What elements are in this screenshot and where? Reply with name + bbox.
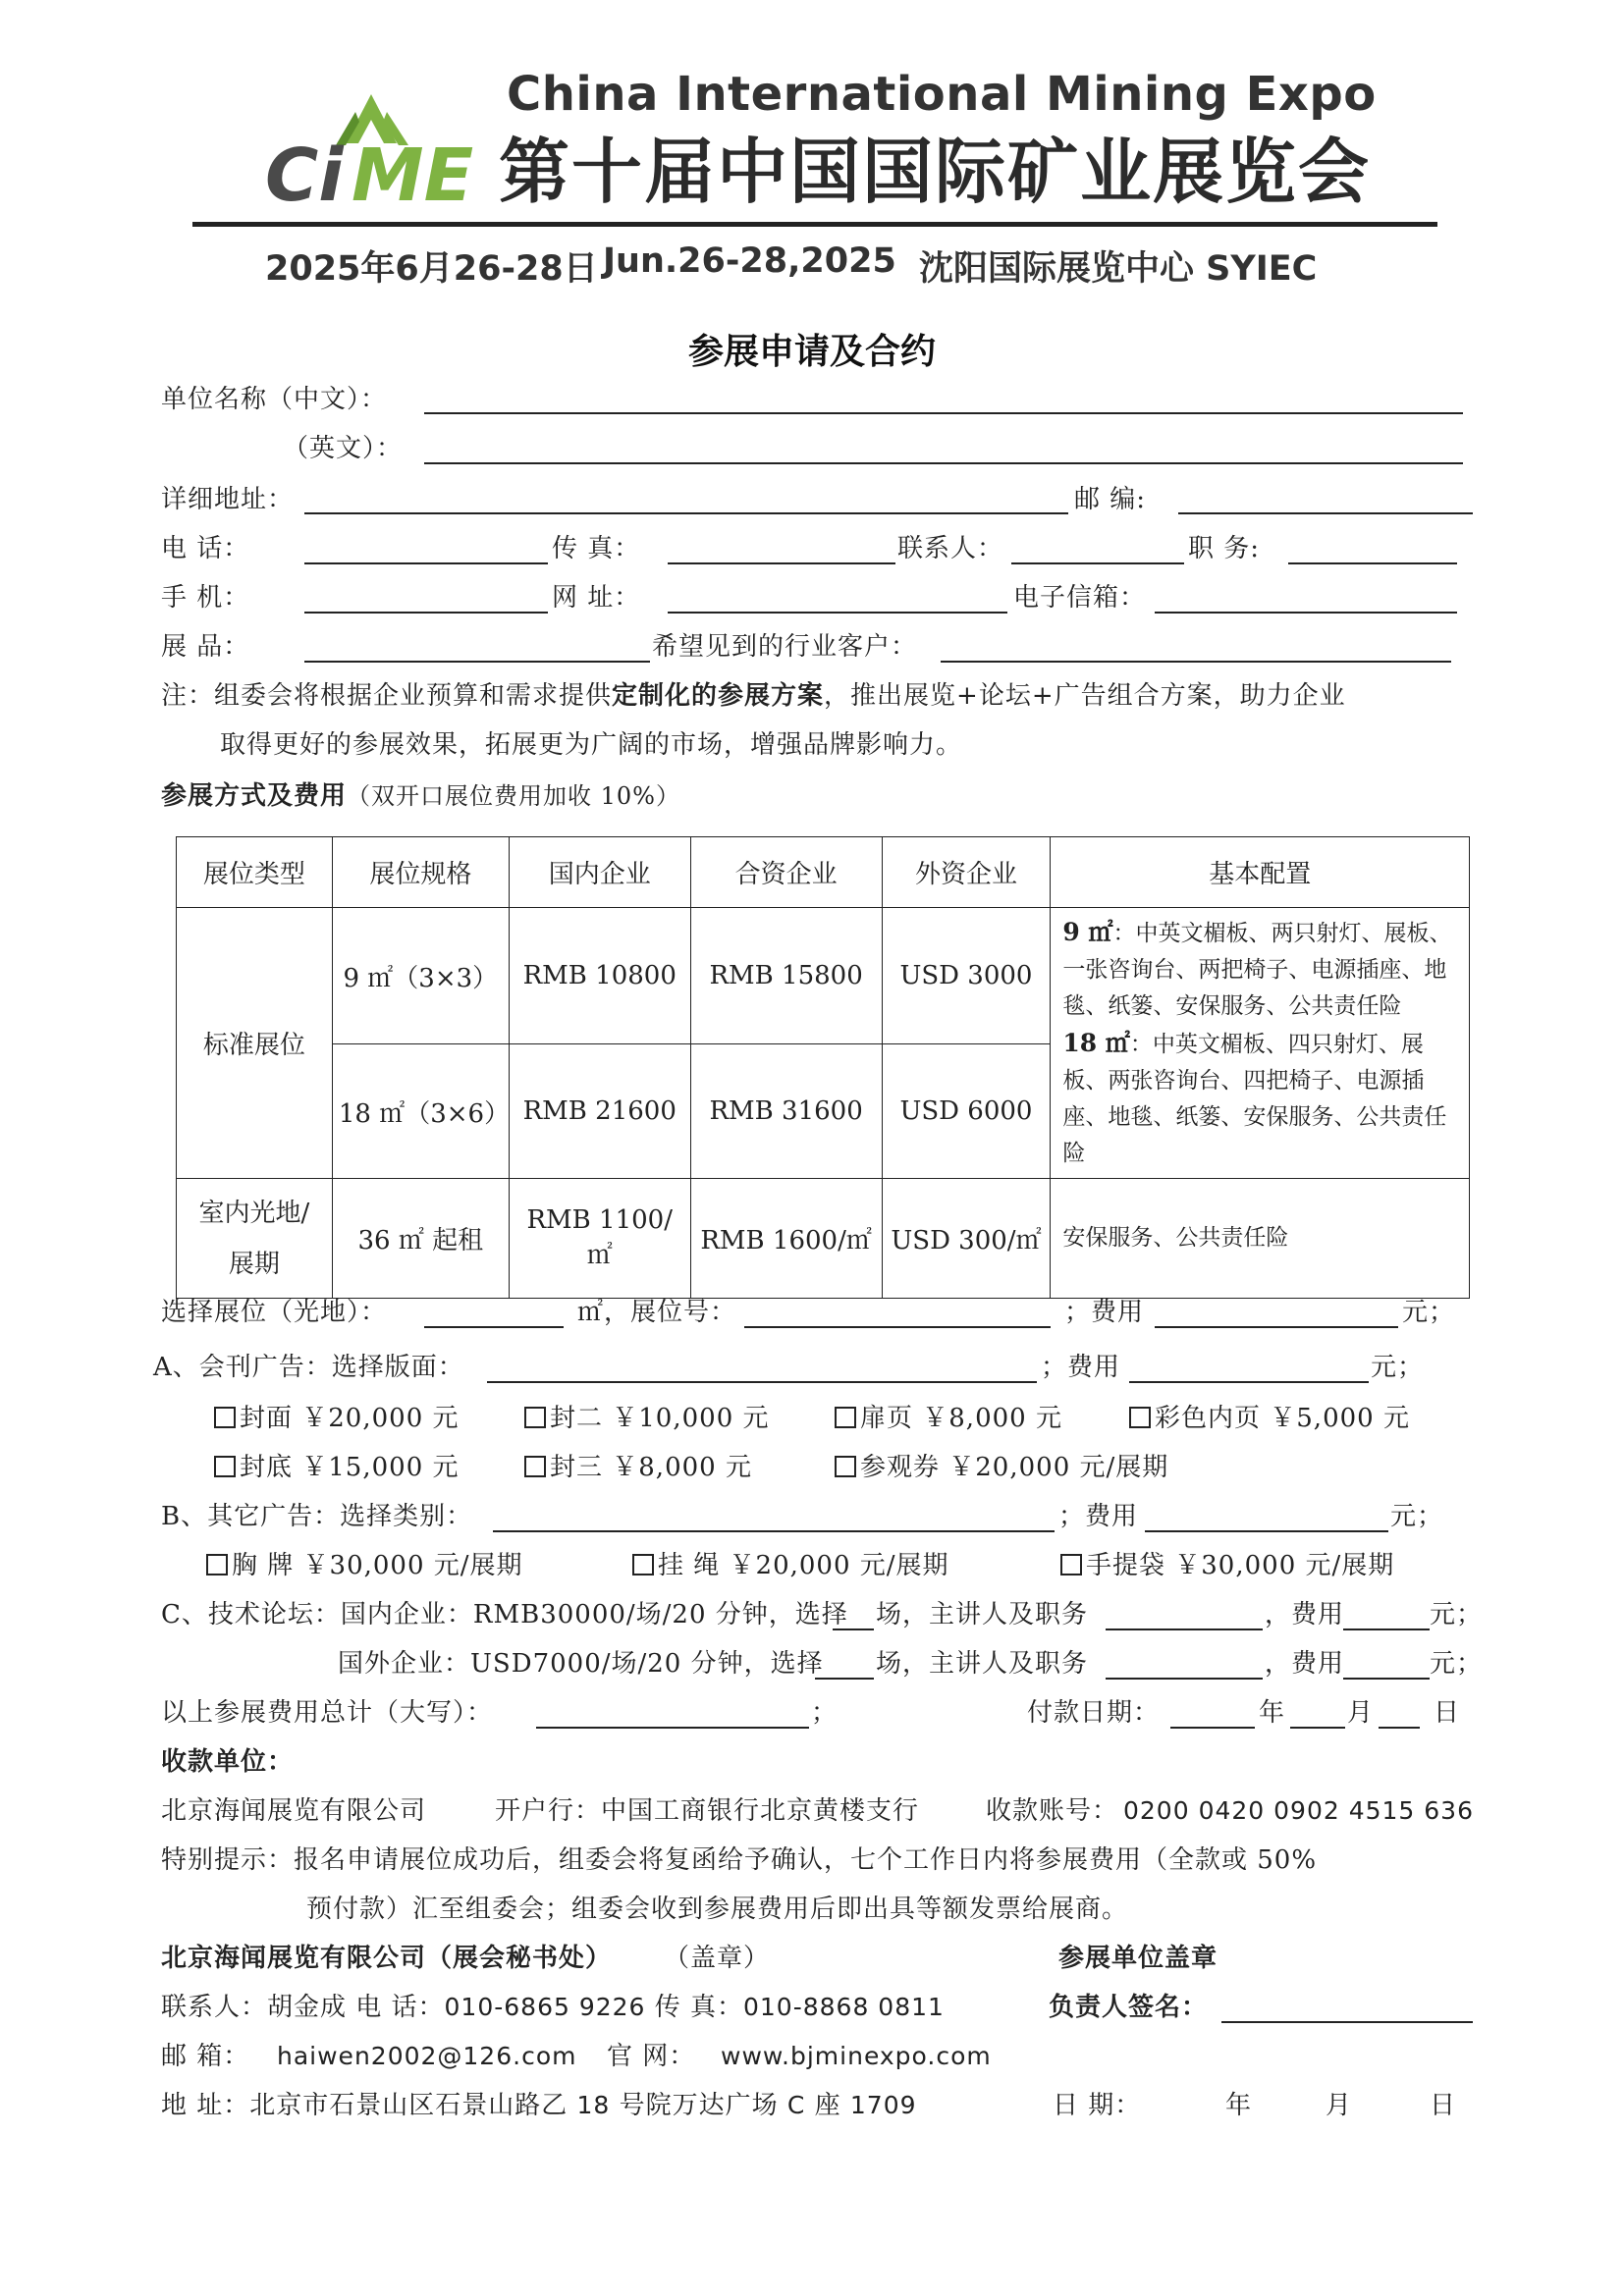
spec-cell: 9 ㎡（3×3） xyxy=(332,908,509,1044)
checkbox-icon[interactable] xyxy=(214,1456,236,1477)
payee-account: 0200 0420 0902 4515 636 xyxy=(1123,1796,1474,1825)
spec-cell: 18 ㎡（3×6） xyxy=(332,1044,509,1179)
ad-b-category-field[interactable] xyxy=(493,1530,1055,1532)
form-title: 参展申请及合约 xyxy=(687,331,936,372)
config-18-text: ：中英文楣板、四只射灯、展板、两张咨询台、四把椅子、电源插座、地毯、纸篓、安保服务、公共责任险 xyxy=(1062,1032,1447,1166)
option-label: 封面 ￥20,000 元 xyxy=(240,1404,460,1433)
company-cn-label: 单位名称（中文）： xyxy=(161,385,388,414)
footer-address-c: C xyxy=(786,2091,806,2119)
note-suffix: ，推出展览+论坛+广告组合方案，助力企业 xyxy=(824,681,1346,711)
customers-label: 希望见到的行业客户： xyxy=(652,632,918,662)
footer-fax-label: 传 真： xyxy=(645,1993,743,2022)
postcode-label: 邮 编: xyxy=(1074,485,1147,514)
domestic-price: RMB 1100/㎡ xyxy=(509,1179,690,1299)
foreign-price: USD 6000 xyxy=(882,1044,1051,1179)
checkbox-icon[interactable] xyxy=(206,1554,228,1575)
booth-number-field[interactable] xyxy=(744,1326,1051,1328)
footer-email[interactable]: haiwen2002@126.com xyxy=(277,2042,577,2070)
foreign-price: USD 300/㎡ xyxy=(882,1179,1051,1299)
fee-table-header-row xyxy=(177,837,1470,908)
forum-foreign-yuan: 元； xyxy=(1430,1649,1484,1679)
ad-option-badge[interactable] xyxy=(206,1549,523,1582)
header-joint-venture: 合资企业 xyxy=(690,837,882,908)
payee-bank: 开户行：中国工商银行北京黄楼支行 xyxy=(495,1796,920,1826)
pay-year-label: 年 xyxy=(1259,1698,1286,1728)
phone-label: 电 话： xyxy=(161,534,250,563)
domestic-price: RMB 21600 xyxy=(509,1044,690,1179)
pay-day-field[interactable] xyxy=(1379,1727,1420,1729)
forum-domestic-fee-field[interactable] xyxy=(1343,1629,1430,1630)
footer-fax: 010-8868 0811 xyxy=(743,1993,945,2021)
header-basic-config: 基本配置 xyxy=(1051,837,1470,908)
pay-month-field[interactable] xyxy=(1290,1727,1345,1729)
header-booth-spec: 展位规格 xyxy=(332,837,509,908)
footer-date-day: 日 xyxy=(1430,2091,1457,2120)
config-9-text: ：中英文楣板、两只射灯、展板、一张咨询台、两把椅子、电源插座、地毯、纸篓、安保服务、公共责任险 xyxy=(1062,921,1452,1019)
total-field[interactable] xyxy=(536,1727,809,1729)
forum-foreign-fee-label: ，费用 xyxy=(1265,1649,1345,1679)
booth-fee-field[interactable] xyxy=(1155,1326,1398,1328)
contact-field[interactable] xyxy=(1011,562,1184,564)
checkbox-icon[interactable] xyxy=(524,1456,546,1477)
checkbox-icon[interactable] xyxy=(835,1407,856,1428)
email-label: 电子信箱： xyxy=(1013,583,1147,613)
payee-company: 北京海闻展览有限公司 xyxy=(161,1796,427,1826)
note-bold: 定制化的参展方案 xyxy=(612,681,825,711)
customers-field[interactable] xyxy=(941,661,1451,663)
position-field[interactable] xyxy=(1288,562,1457,564)
mobile-field[interactable] xyxy=(304,612,548,614)
option-label: 封底 ￥15,000 元 xyxy=(240,1453,460,1482)
ad-a-fee-label: ；费用 xyxy=(1041,1353,1121,1382)
footer-site-label: 官 网： xyxy=(607,2042,696,2071)
checkbox-icon[interactable] xyxy=(214,1407,236,1428)
position-label: 职 务: xyxy=(1188,534,1261,563)
footer-address-room: 1709 xyxy=(849,2091,917,2119)
footer-address-label: 地 址：北京市石景山区石景山路乙 xyxy=(161,2091,568,2120)
checkbox-icon[interactable] xyxy=(632,1554,654,1575)
fees-heading-note: （双开口展位费用加收 10%） xyxy=(347,782,680,810)
foreign-price: USD 3000 xyxy=(882,908,1051,1044)
booth-area-field[interactable] xyxy=(424,1326,564,1328)
forum-domestic-yuan: 元； xyxy=(1430,1600,1484,1629)
config-18-label: 18 ㎡ xyxy=(1062,1029,1130,1057)
pay-year-field[interactable] xyxy=(1170,1727,1255,1729)
email-field[interactable] xyxy=(1155,612,1457,614)
domestic-price: RMB 10800 xyxy=(509,908,690,1044)
ad-b-fee-label: ；费用 xyxy=(1058,1502,1139,1531)
expo-dates-cn: 2025年6月26-28日 xyxy=(265,249,598,289)
phone-field[interactable] xyxy=(304,562,548,564)
ad-a-label: A、会刊广告：选择版面： xyxy=(153,1353,464,1382)
total-label: 以上参展费用总计（大写）： xyxy=(161,1698,494,1728)
payee-account-label: 收款账号： xyxy=(986,1796,1119,1826)
booth-fee-label: ；费用 xyxy=(1064,1298,1145,1327)
footer-email-label: 邮 箱： xyxy=(161,2042,250,2071)
standard-booth-type: 标准展位 xyxy=(177,908,333,1179)
raw-space-type xyxy=(177,1179,333,1299)
exhibits-field[interactable] xyxy=(304,661,650,663)
footer-address-rest: 号院万达广场 xyxy=(619,2091,779,2120)
ad-b-label: B、其它广告：选择类别： xyxy=(161,1502,473,1531)
footer-phone: 010-6865 9226 xyxy=(444,1993,646,2021)
fax-label: 传 真： xyxy=(552,534,641,563)
notice-line-1: 特别提示：报名申请展位成功后，组委会将复函给予确认，七个工作日内将参展费用（全款或 50% xyxy=(161,1845,1318,1875)
footer-address-seat: 座 xyxy=(814,2091,841,2120)
exhibits-label: 展 品： xyxy=(161,632,250,662)
option-label: 参观券 ￥20,000 元/展期 xyxy=(860,1453,1169,1482)
forum-foreign-label: 国外企业：USD7000/场/20 分钟，选择 xyxy=(338,1649,824,1679)
footer-site[interactable]: www.bjminexpo.com xyxy=(721,2042,992,2070)
forum-foreign-speaker-label: 场，主讲人及职务 xyxy=(876,1649,1089,1679)
signature-label: 负责人签名： xyxy=(1049,1993,1209,2022)
mobile-label: 手 机： xyxy=(161,583,250,613)
ad-option-title-page[interactable] xyxy=(835,1402,1062,1435)
option-label: 挂 绳 ￥20,000 元/展期 xyxy=(658,1551,949,1580)
note-prefix: 注：组委会将根据企业预算和需求提供 xyxy=(161,681,613,711)
expo-english-name: China International Mining Expo xyxy=(507,67,1377,122)
contact-label: 联系人： xyxy=(897,534,1004,563)
fax-field[interactable] xyxy=(668,562,895,564)
exhibitor-seal: 参展单位盖章 xyxy=(1058,1944,1218,1973)
booth-select-label: 选择展位（光地）： xyxy=(161,1298,388,1327)
spec-cell: 36 ㎡ 起租 xyxy=(332,1179,509,1299)
ad-option-back-cover[interactable] xyxy=(214,1451,460,1484)
fees-heading-line xyxy=(161,779,680,813)
payee-heading: 收款单位： xyxy=(161,1747,295,1777)
booth-unit-label: ㎡，展位号： xyxy=(577,1298,737,1327)
ad-option-bag[interactable] xyxy=(1060,1549,1394,1582)
forum-domestic-speaker-field[interactable] xyxy=(1106,1629,1263,1630)
forum-c-label: C、技术论坛：国内企业：RMB30000/场/20 分钟，选择 xyxy=(161,1600,848,1629)
checkbox-icon[interactable] xyxy=(1060,1554,1082,1575)
footer-address-num: 18 xyxy=(576,2091,611,2119)
ad-option-ticket[interactable] xyxy=(835,1451,1168,1484)
footer-contact: 联系人：胡金成 电 话： xyxy=(161,1993,445,2022)
address-field[interactable] xyxy=(304,512,1068,514)
address-label: 详细地址： xyxy=(161,485,295,514)
checkbox-icon[interactable] xyxy=(1129,1407,1151,1428)
note-line-2: 取得更好的参展效果，拓展更为广阔的市场，增强品牌影响力。 xyxy=(220,730,963,760)
header-divider xyxy=(192,222,1437,227)
checkbox-icon[interactable] xyxy=(524,1407,546,1428)
company-en-field[interactable] xyxy=(424,462,1463,464)
forum-domestic-speaker-label: 场，主讲人及职务 xyxy=(876,1600,1089,1629)
jv-price: RMB 15800 xyxy=(690,908,882,1044)
ad-option-inside-cover[interactable] xyxy=(524,1402,770,1435)
website-label: 网 址： xyxy=(552,583,641,613)
ad-a-layout-field[interactable] xyxy=(487,1381,1037,1383)
footer-contact-line xyxy=(161,1991,945,2024)
footer-address-line xyxy=(161,2089,917,2122)
notice-line-2: 预付款）汇至组委会；组委会收到参展费用后即出具等额发票给展商。 xyxy=(306,1895,1129,1924)
footer-date-month: 月 xyxy=(1326,2091,1353,2120)
option-label: 彩色内页 ￥5,000 元 xyxy=(1155,1404,1410,1433)
total-end: ； xyxy=(811,1698,839,1728)
pay-day-label: 日 xyxy=(1434,1698,1461,1728)
organizer-name: 北京海闻展览有限公司（展会秘书处） xyxy=(161,1944,613,1973)
forum-domestic-sessions-field[interactable] xyxy=(833,1629,874,1630)
standard-config xyxy=(1051,908,1470,1179)
footer-date-label: 日 期： xyxy=(1053,2091,1142,2120)
ad-b-fee-field[interactable] xyxy=(1145,1530,1388,1532)
config-9-label: 9 ㎡ xyxy=(1062,918,1113,946)
note-line-1 xyxy=(161,679,1346,713)
raw-type-line-1: 室内光地/ xyxy=(198,1198,310,1228)
option-label: 胸 牌 ￥30,000 元/展期 xyxy=(232,1551,523,1580)
ad-a-yuan: 元； xyxy=(1371,1353,1425,1382)
header-domestic: 国内企业 xyxy=(509,837,690,908)
expo-chinese-name: 第十届中国国际矿业展览会 xyxy=(499,131,1372,213)
organizer-seal: （盖章） xyxy=(664,1944,771,1973)
header-booth-type: 展位类型 xyxy=(177,837,333,908)
option-label: 封三 ￥8,000 元 xyxy=(550,1453,752,1482)
footer-date-year: 年 xyxy=(1225,2091,1253,2120)
postcode-field[interactable] xyxy=(1178,512,1473,514)
ad-option-cover[interactable] xyxy=(214,1402,460,1435)
signature-field[interactable] xyxy=(1221,2021,1473,2023)
logo-ci-text: Ci xyxy=(265,133,344,207)
raw-type-line-2: 展期 xyxy=(228,1249,280,1279)
ad-option-color-page[interactable] xyxy=(1129,1402,1410,1435)
pay-date-label: 付款日期： xyxy=(1027,1698,1161,1728)
ad-a-fee-field[interactable] xyxy=(1129,1381,1369,1383)
table-row xyxy=(177,908,1470,1044)
option-label: 扉页 ￥8,000 元 xyxy=(860,1404,1062,1433)
raw-config: 安保服务、公共责任险 xyxy=(1051,1179,1470,1299)
fees-heading: 参展方式及费用 xyxy=(161,781,348,811)
ad-option-inside-back[interactable] xyxy=(524,1451,752,1484)
website-field[interactable] xyxy=(668,612,1007,614)
forum-foreign-sessions-field[interactable] xyxy=(815,1678,874,1680)
header-foreign: 外资企业 xyxy=(882,837,1051,908)
forum-foreign-fee-field[interactable] xyxy=(1343,1678,1430,1680)
option-label: 封二 ￥10,000 元 xyxy=(550,1404,770,1433)
table-row xyxy=(177,1179,1470,1299)
expo-venue: 沈阳国际展览中心 SYIEC xyxy=(919,249,1318,289)
forum-domestic-fee-label: ，费用 xyxy=(1265,1600,1345,1629)
jv-price: RMB 31600 xyxy=(690,1044,882,1179)
ad-b-yuan: 元； xyxy=(1390,1502,1444,1531)
company-cn-field[interactable] xyxy=(424,412,1463,414)
pay-month-label: 月 xyxy=(1347,1698,1375,1728)
option-label: 手提袋 ￥30,000 元/展期 xyxy=(1086,1551,1395,1580)
fee-table xyxy=(176,836,1470,1299)
company-en-label: （英文）： xyxy=(283,434,404,463)
jv-price: RMB 1600/㎡ xyxy=(690,1179,882,1299)
checkbox-icon[interactable] xyxy=(835,1456,856,1477)
expo-dates-en: Jun.26-28,2025 xyxy=(603,241,896,281)
ad-option-lanyard[interactable] xyxy=(632,1549,949,1582)
cime-logo xyxy=(265,84,491,207)
forum-foreign-speaker-field[interactable] xyxy=(1106,1678,1263,1680)
logo-me-text: ME xyxy=(352,133,474,207)
booth-fee-yuan: 元； xyxy=(1402,1298,1456,1327)
